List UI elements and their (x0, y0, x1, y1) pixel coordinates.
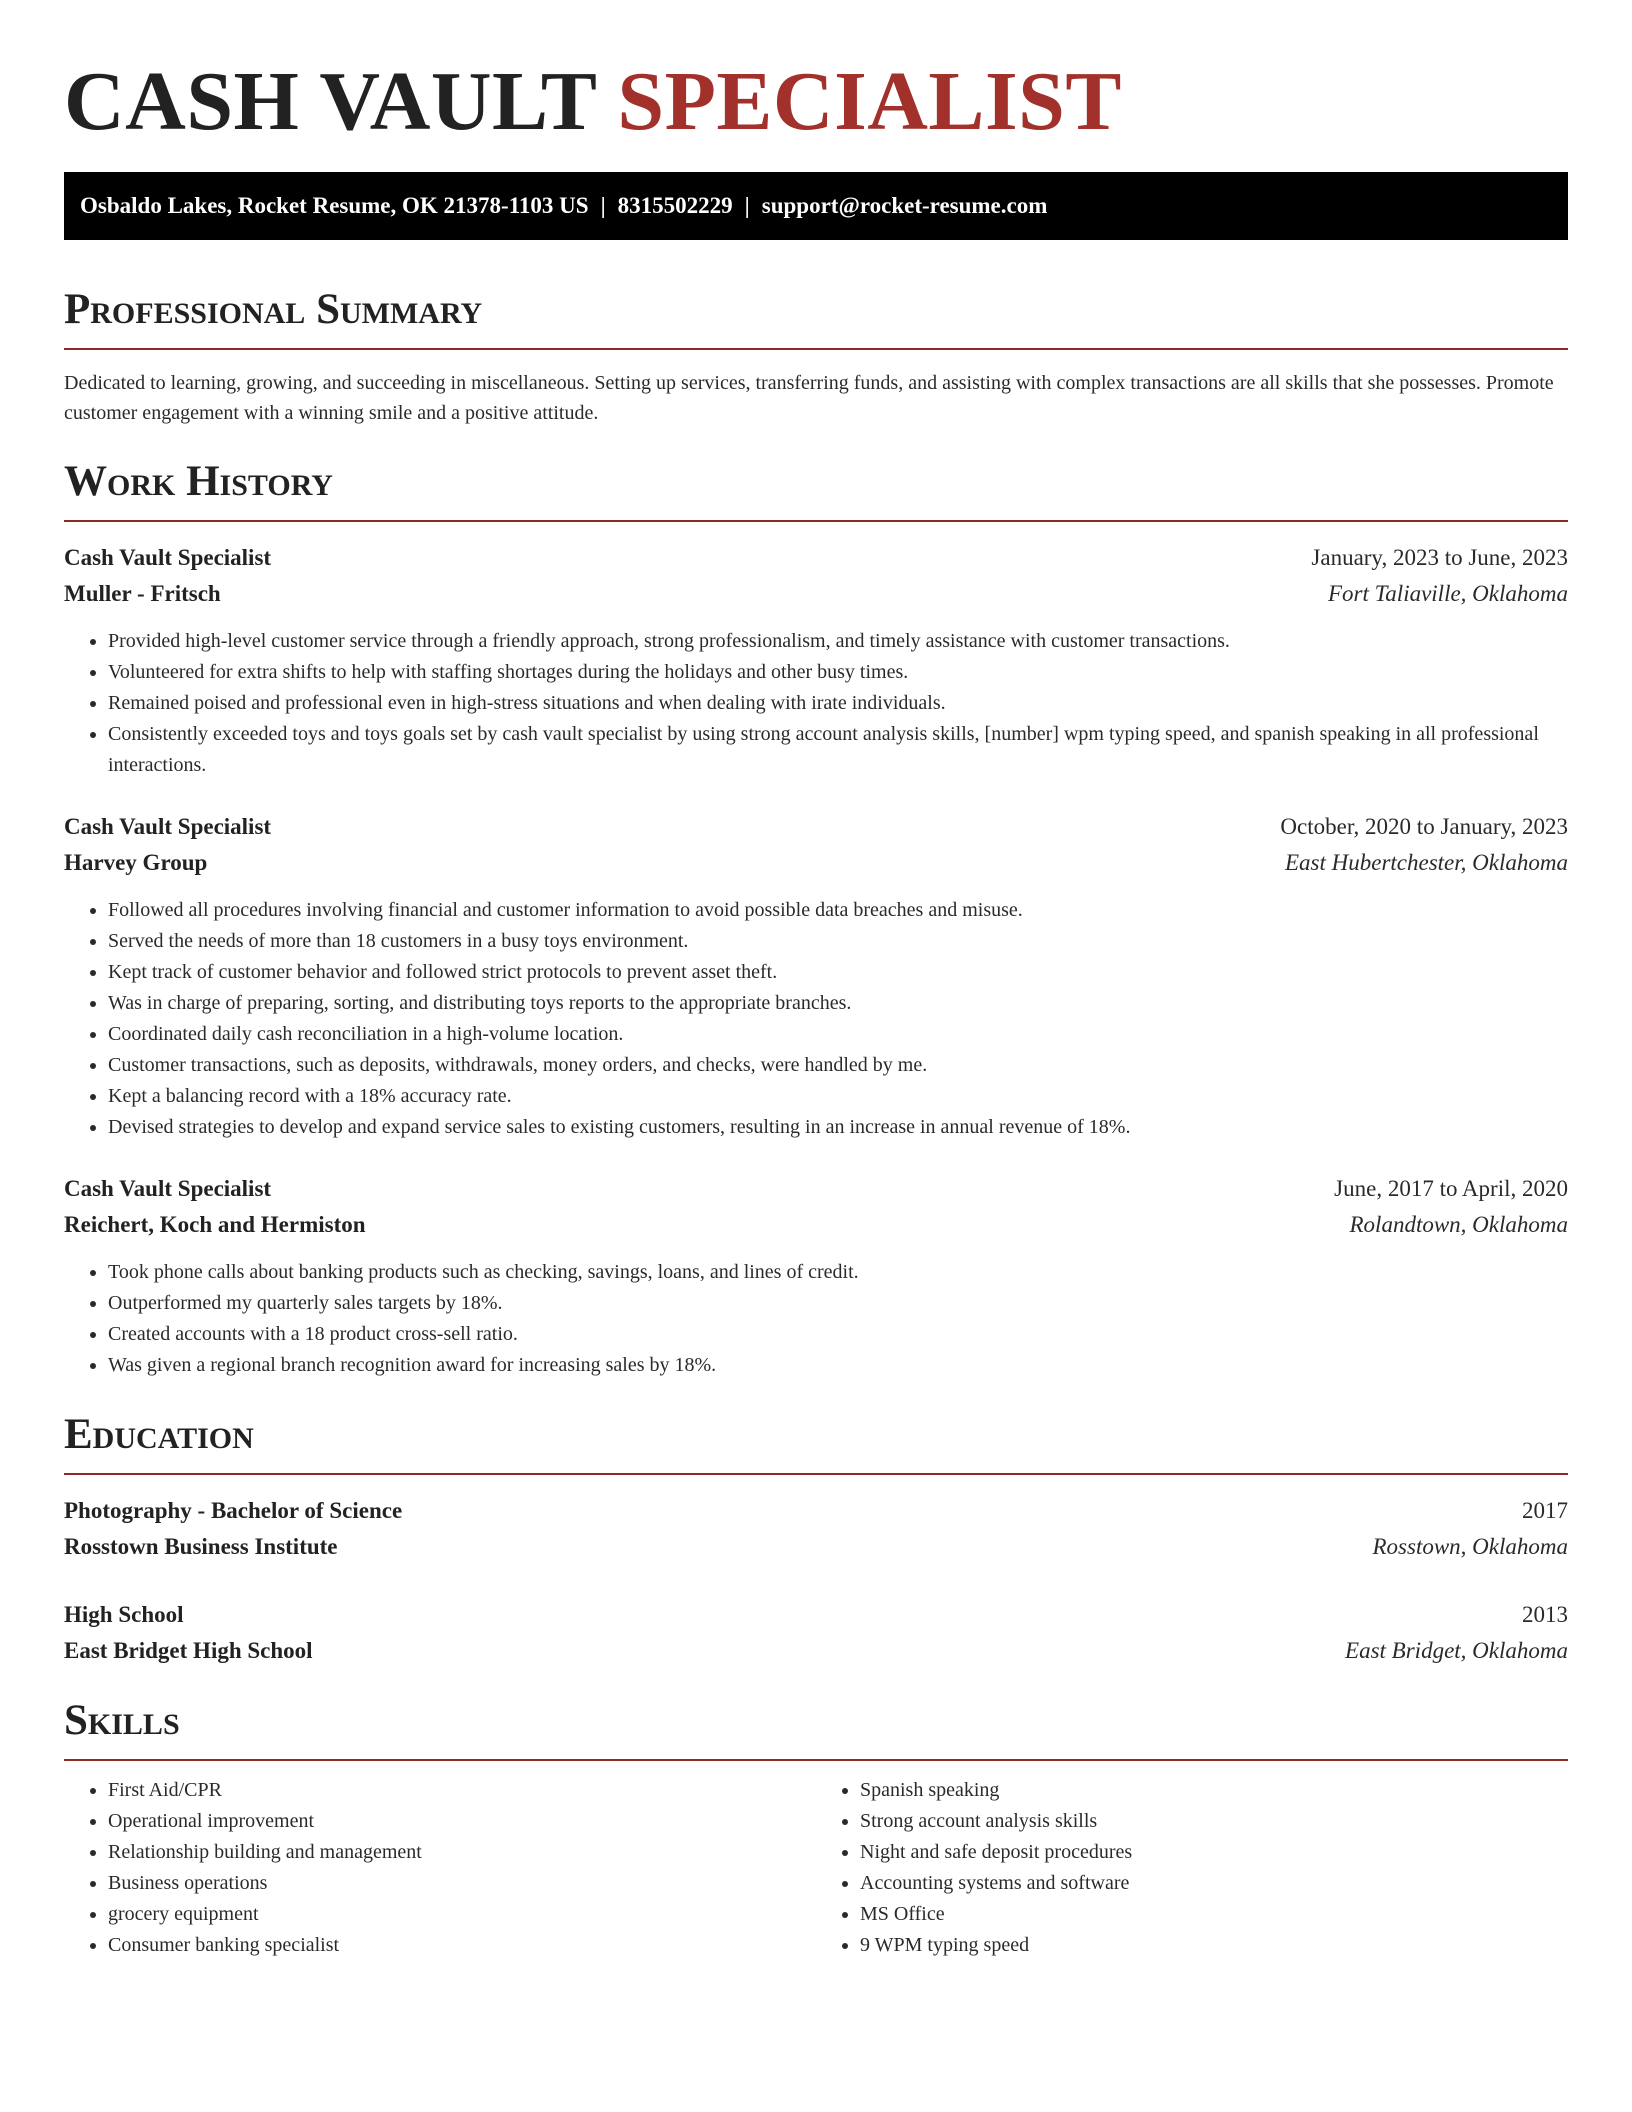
skills-list-left (64, 1775, 816, 1961)
education-entry (64, 1493, 1568, 1565)
list-item: • Kept a balancing record with a 18% accuracy rate. (108, 1081, 1568, 1112)
job-location: Rolandtown, Oklahoma (1349, 1212, 1568, 1237)
list-item: • Created accounts with a 18 product cross-sell ratio. (108, 1319, 1568, 1350)
education-school: East Bridget High School (64, 1638, 313, 1663)
education-heading: Education (64, 1411, 1568, 1475)
education-degree: High School (64, 1602, 184, 1627)
job-company: Harvey Group (64, 850, 208, 875)
list-item: • Took phone calls about banking products such as checking, savings, loans, and lines of credit. (108, 1257, 1568, 1288)
list-item: • Relationship building and management (108, 1837, 816, 1868)
page-title (64, 0, 1568, 148)
list-item: • Remained poised and professional even in high-stress situations and when dealing with irate individuals. (108, 688, 1568, 719)
summary-section (64, 286, 1568, 428)
contact-separator: | (744, 193, 750, 218)
education-header-row (64, 1493, 1568, 1529)
contact-phone: 8315502229 (617, 193, 733, 218)
job-dates: June, 2017 to April, 2020 (1334, 1176, 1568, 1201)
job-header-row (64, 1171, 1568, 1207)
list-item: • Followed all procedures involving financial and customer information to avoid possible data breaches and misuse. (108, 895, 1568, 926)
job-bullets (64, 626, 1568, 781)
title-primary: CASH VAULT (64, 55, 596, 148)
list-item: • Customer transactions, such as deposits, withdrawals, money orders, and checks, were handled by me. (108, 1050, 1568, 1081)
education-year: 2017 (1522, 1498, 1568, 1523)
list-item: • Accounting systems and software (860, 1868, 1568, 1899)
work-history-heading: Work History (64, 458, 1568, 522)
list-item: • Served the needs of more than 18 customers in a busy toys environment. (108, 926, 1568, 957)
job-company-row (64, 576, 1568, 612)
skills-section (64, 1697, 1568, 1961)
job-location: Fort Taliaville, Oklahoma (1327, 581, 1568, 606)
job-bullets (64, 895, 1568, 1143)
job-dates: October, 2020 to January, 2023 (1280, 814, 1568, 839)
title-accent: SPECIALIST (617, 55, 1122, 148)
skills-list-right (816, 1775, 1568, 1961)
contact-bar (64, 172, 1568, 240)
list-item: • Consumer banking specialist (108, 1930, 816, 1961)
list-item: • Business operations (108, 1868, 816, 1899)
education-school-row (64, 1633, 1568, 1669)
contact-email: support@rocket-resume.com (761, 193, 1048, 218)
job-bullets (64, 1257, 1568, 1381)
list-item: • Spanish speaking (860, 1775, 1568, 1806)
education-entry (64, 1597, 1568, 1669)
job-dates: January, 2023 to June, 2023 (1311, 545, 1568, 570)
education-school-row (64, 1529, 1568, 1565)
education-year: 2013 (1522, 1602, 1568, 1627)
education-location: Rosstown, Oklahoma (1372, 1534, 1568, 1559)
work-history-section (64, 458, 1568, 1381)
list-item: • Was given a regional branch recognition award for increasing sales by 18%. (108, 1350, 1568, 1381)
summary-text: Dedicated to learning, growing, and succeeding in miscellaneous. Setting up services, transferring funds, and assisting with complex transactions are all skills that she possesses. Promote customer engagement with a winning smile and a positive attitude. (64, 372, 1554, 424)
list-item: • Volunteered for extra shifts to help with staffing shortages during the holidays and other busy times. (108, 657, 1568, 688)
education-section (64, 1411, 1568, 1669)
list-item: • MS Office (860, 1899, 1568, 1930)
job-header-row (64, 809, 1568, 845)
list-item: • 9 WPM typing speed (860, 1930, 1568, 1961)
job-company-row (64, 1207, 1568, 1243)
job-company-row (64, 845, 1568, 881)
job-title: Cash Vault Specialist (64, 1176, 272, 1201)
skills-heading: Skills (64, 1697, 1568, 1761)
list-item: • Outperformed my quarterly sales targets by 18%. (108, 1288, 1568, 1319)
list-item: • Operational improvement (108, 1806, 816, 1837)
job-company: Muller - Fritsch (64, 581, 221, 606)
summary-heading: Professional Summary (64, 286, 1568, 350)
list-item: • Consistently exceeded toys and toys goals set by cash vault specialist by using strong account analysis skills, [number] wpm typing speed, and spanish speaking in all professional interactions. (108, 719, 1568, 781)
list-item: • Devised strategies to develop and expand service sales to existing customers, resulting in an increase in annual revenue of 18%. (108, 1112, 1568, 1143)
job-location: East Hubertchester, Oklahoma (1285, 850, 1568, 875)
job-title: Cash Vault Specialist (64, 814, 272, 839)
list-item: • First Aid/CPR (108, 1775, 816, 1806)
list-item: • Was in charge of preparing, sorting, and distributing toys reports to the appropriate branches. (108, 988, 1568, 1019)
job-title: Cash Vault Specialist (64, 545, 272, 570)
list-item: • Night and safe deposit procedures (860, 1837, 1568, 1868)
education-header-row (64, 1597, 1568, 1633)
education-location: East Bridget, Oklahoma (1345, 1638, 1568, 1663)
list-item: • grocery equipment (108, 1899, 816, 1930)
job-entry (64, 809, 1568, 1143)
list-item: • Coordinated daily cash reconciliation in a high-volume location. (108, 1019, 1568, 1050)
job-entry (64, 540, 1568, 781)
contact-address: Osbaldo Lakes, Rocket Resume, OK 21378-1103 US (80, 193, 589, 218)
education-school: Rosstown Business Institute (64, 1534, 338, 1559)
list-item: • Strong account analysis skills (860, 1806, 1568, 1837)
job-company: Reichert, Koch and Hermiston (64, 1212, 366, 1237)
job-entry (64, 1171, 1568, 1381)
contact-separator: | (600, 193, 606, 218)
skills-columns (64, 1775, 1568, 1961)
list-item: • Provided high-level customer service through a friendly approach, strong professionalism, and timely assistance with customer transactions. (108, 626, 1568, 657)
education-degree: Photography - Bachelor of Science (64, 1498, 403, 1523)
job-header-row (64, 540, 1568, 576)
list-item: • Kept track of customer behavior and followed strict protocols to prevent asset theft. (108, 957, 1568, 988)
